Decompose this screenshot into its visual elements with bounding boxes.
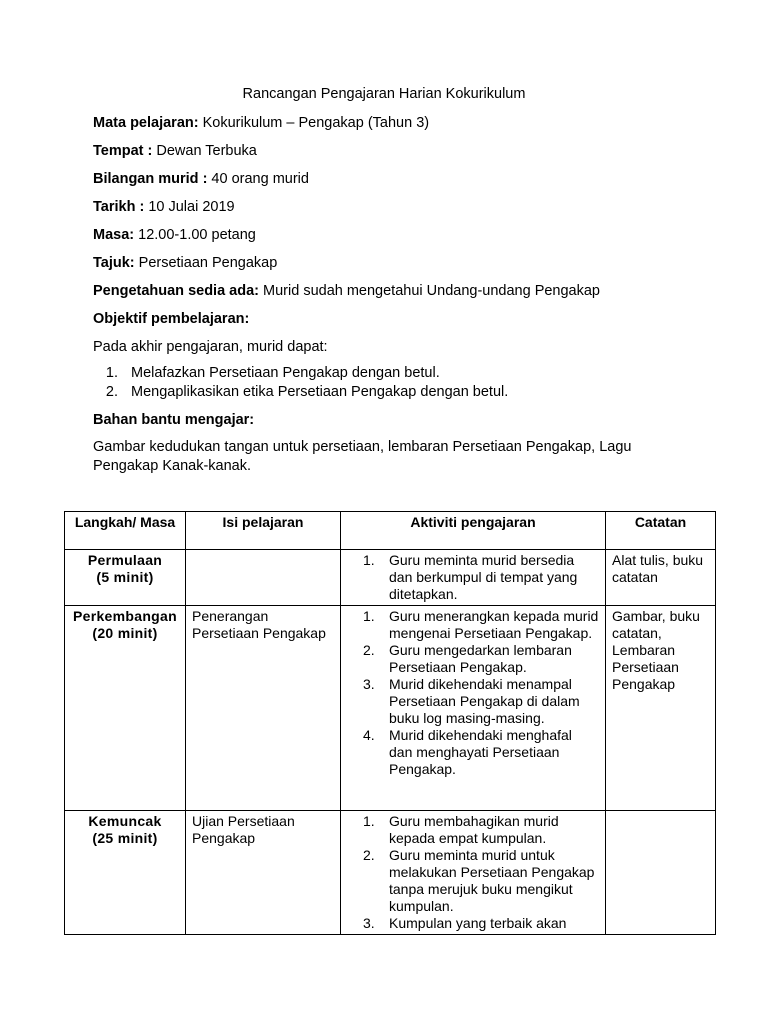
notes-cell: Alat tulis, buku catatan [606,550,716,606]
field-subject-value: Kokurikulum – Pengakap (Tahun 3) [198,115,430,131]
notes-cell: Gambar, buku catatan, Lembaran Persetiaan Pengakap [606,606,716,811]
activity-text: Guru menerangkan kepada murid mengenai Persetiaan Pengakap. [389,608,599,641]
activity-number: 3. [363,676,375,692]
step-name: Perkembangan [73,608,177,624]
activity-number: 2. [363,847,375,863]
objective-item [93,364,508,383]
activity-text: Guru meminta murid bersedia dan berkumpul di tempat yang ditetapkan. [389,552,578,602]
field-subject [93,115,429,131]
activity-text: Guru mengedarkan lembaran Persetiaan Pengakap. [389,642,572,675]
activity-number: 2. [363,642,375,658]
objectives-heading [93,311,249,327]
step-time: (25 minit) [92,830,158,846]
objective-number: 1. [105,365,118,381]
field-place [93,143,257,159]
activity-item [341,608,599,642]
materials-heading [93,412,254,428]
field-time-label: Masa: [93,227,135,243]
objective-text: Melafazkan Persetiaan Pengakap dengan betul. [131,365,440,381]
field-place-label: Tempat : [93,143,153,159]
field-prior-knowledge-label: Pengetahuan sedia ada: [93,283,259,299]
activity-number: 4. [363,727,375,743]
activity-cell [341,550,606,606]
field-prior-knowledge-value: Murid sudah mengetahui Undang-undang Pengakap [259,283,600,299]
objectives-heading-text: Objektif pembelajaran: [93,311,250,327]
activity-text: Kumpulan yang terbaik akan [389,915,567,931]
activity-text: Murid dikehendaki menghafal dan menghayati Persetiaan Pengakap. [389,727,572,777]
objectives-intro: Pada akhir pengajaran, murid dapat: [93,339,328,355]
header-content: Isi pelajaran [186,512,341,550]
table-row [65,550,716,606]
activity-item [341,847,599,915]
activity-item [341,642,599,676]
activity-number: 1. [363,813,375,829]
materials-heading-text: Bahan bantu mengajar: [93,412,255,428]
table-row [65,606,716,811]
activity-item [341,727,599,778]
objective-number: 2. [105,384,118,400]
header-step: Langkah/ Masa [65,512,186,550]
step-cell [65,550,186,606]
field-topic-value: Persetiaan Pengakap [134,255,278,271]
step-time: (20 minit) [92,625,158,641]
activity-cell [341,606,606,811]
lesson-plan-table [64,511,716,935]
activity-item [341,813,599,847]
activity-item [341,676,599,727]
field-student-count-value: 40 orang murid [207,171,309,187]
step-name: Kemuncak [88,813,162,829]
activity-number: 1. [363,552,375,568]
step-cell [65,811,186,935]
activity-text: Murid dikehendaki menampal Persetiaan Pengakap di dalam buku log masing-masing. [389,676,580,726]
field-date-label: Tarikh : [93,199,145,215]
field-time [93,227,256,243]
activity-list [341,813,599,932]
activity-item [341,552,599,603]
field-time-value: 12.00-1.00 petang [134,227,256,243]
field-place-value: Dewan Terbuka [152,143,257,159]
activity-item [341,915,599,932]
activity-number: 1. [363,608,375,624]
field-date-value: 10 Julai 2019 [144,199,235,215]
activity-text: Guru membahagikan murid kepada empat kumpulan. [389,813,559,846]
document-title: Rancangan Pengajaran Harian Kokurikulum [242,86,526,102]
field-student-count-label: Bilangan murid : [93,171,208,187]
field-topic-label: Tajuk: [93,255,135,271]
activity-number: 3. [363,915,375,931]
objectives-list [93,364,508,402]
content-cell: Ujian Persetiaan Pengakap [186,811,341,935]
step-cell [65,606,186,811]
header-activity: Aktiviti pengajaran [341,512,606,550]
content-cell [186,550,341,606]
field-prior-knowledge [93,283,600,299]
table-row [65,811,716,935]
field-topic [93,255,277,271]
activity-list [341,608,599,778]
objective-text: Mengaplikasikan etika Persetiaan Pengakap dengan betul. [131,384,509,400]
field-subject-label: Mata pelajaran: [93,115,199,131]
table-header-row [65,512,716,550]
objective-item [93,383,508,402]
materials-text: Gambar kedudukan tangan untuk persetiaan, lembaran Persetiaan Pengakap, Lagu Pengakap Kanak-kanak. [93,439,632,474]
notes-cell [606,811,716,935]
activity-cell [341,811,606,935]
step-name: Permulaan [87,552,163,568]
activity-list [341,552,599,603]
content-cell: Penerangan Persetiaan Pengakap [186,606,341,811]
activity-text: Guru meminta murid untuk melakukan Persetiaan Pengakap tanpa merujuk buku mengikut kumpulan. [389,847,595,914]
step-time: (5 minit) [96,569,154,585]
header-notes: Catatan [606,512,716,550]
field-date [93,199,235,215]
field-student-count [93,171,309,187]
